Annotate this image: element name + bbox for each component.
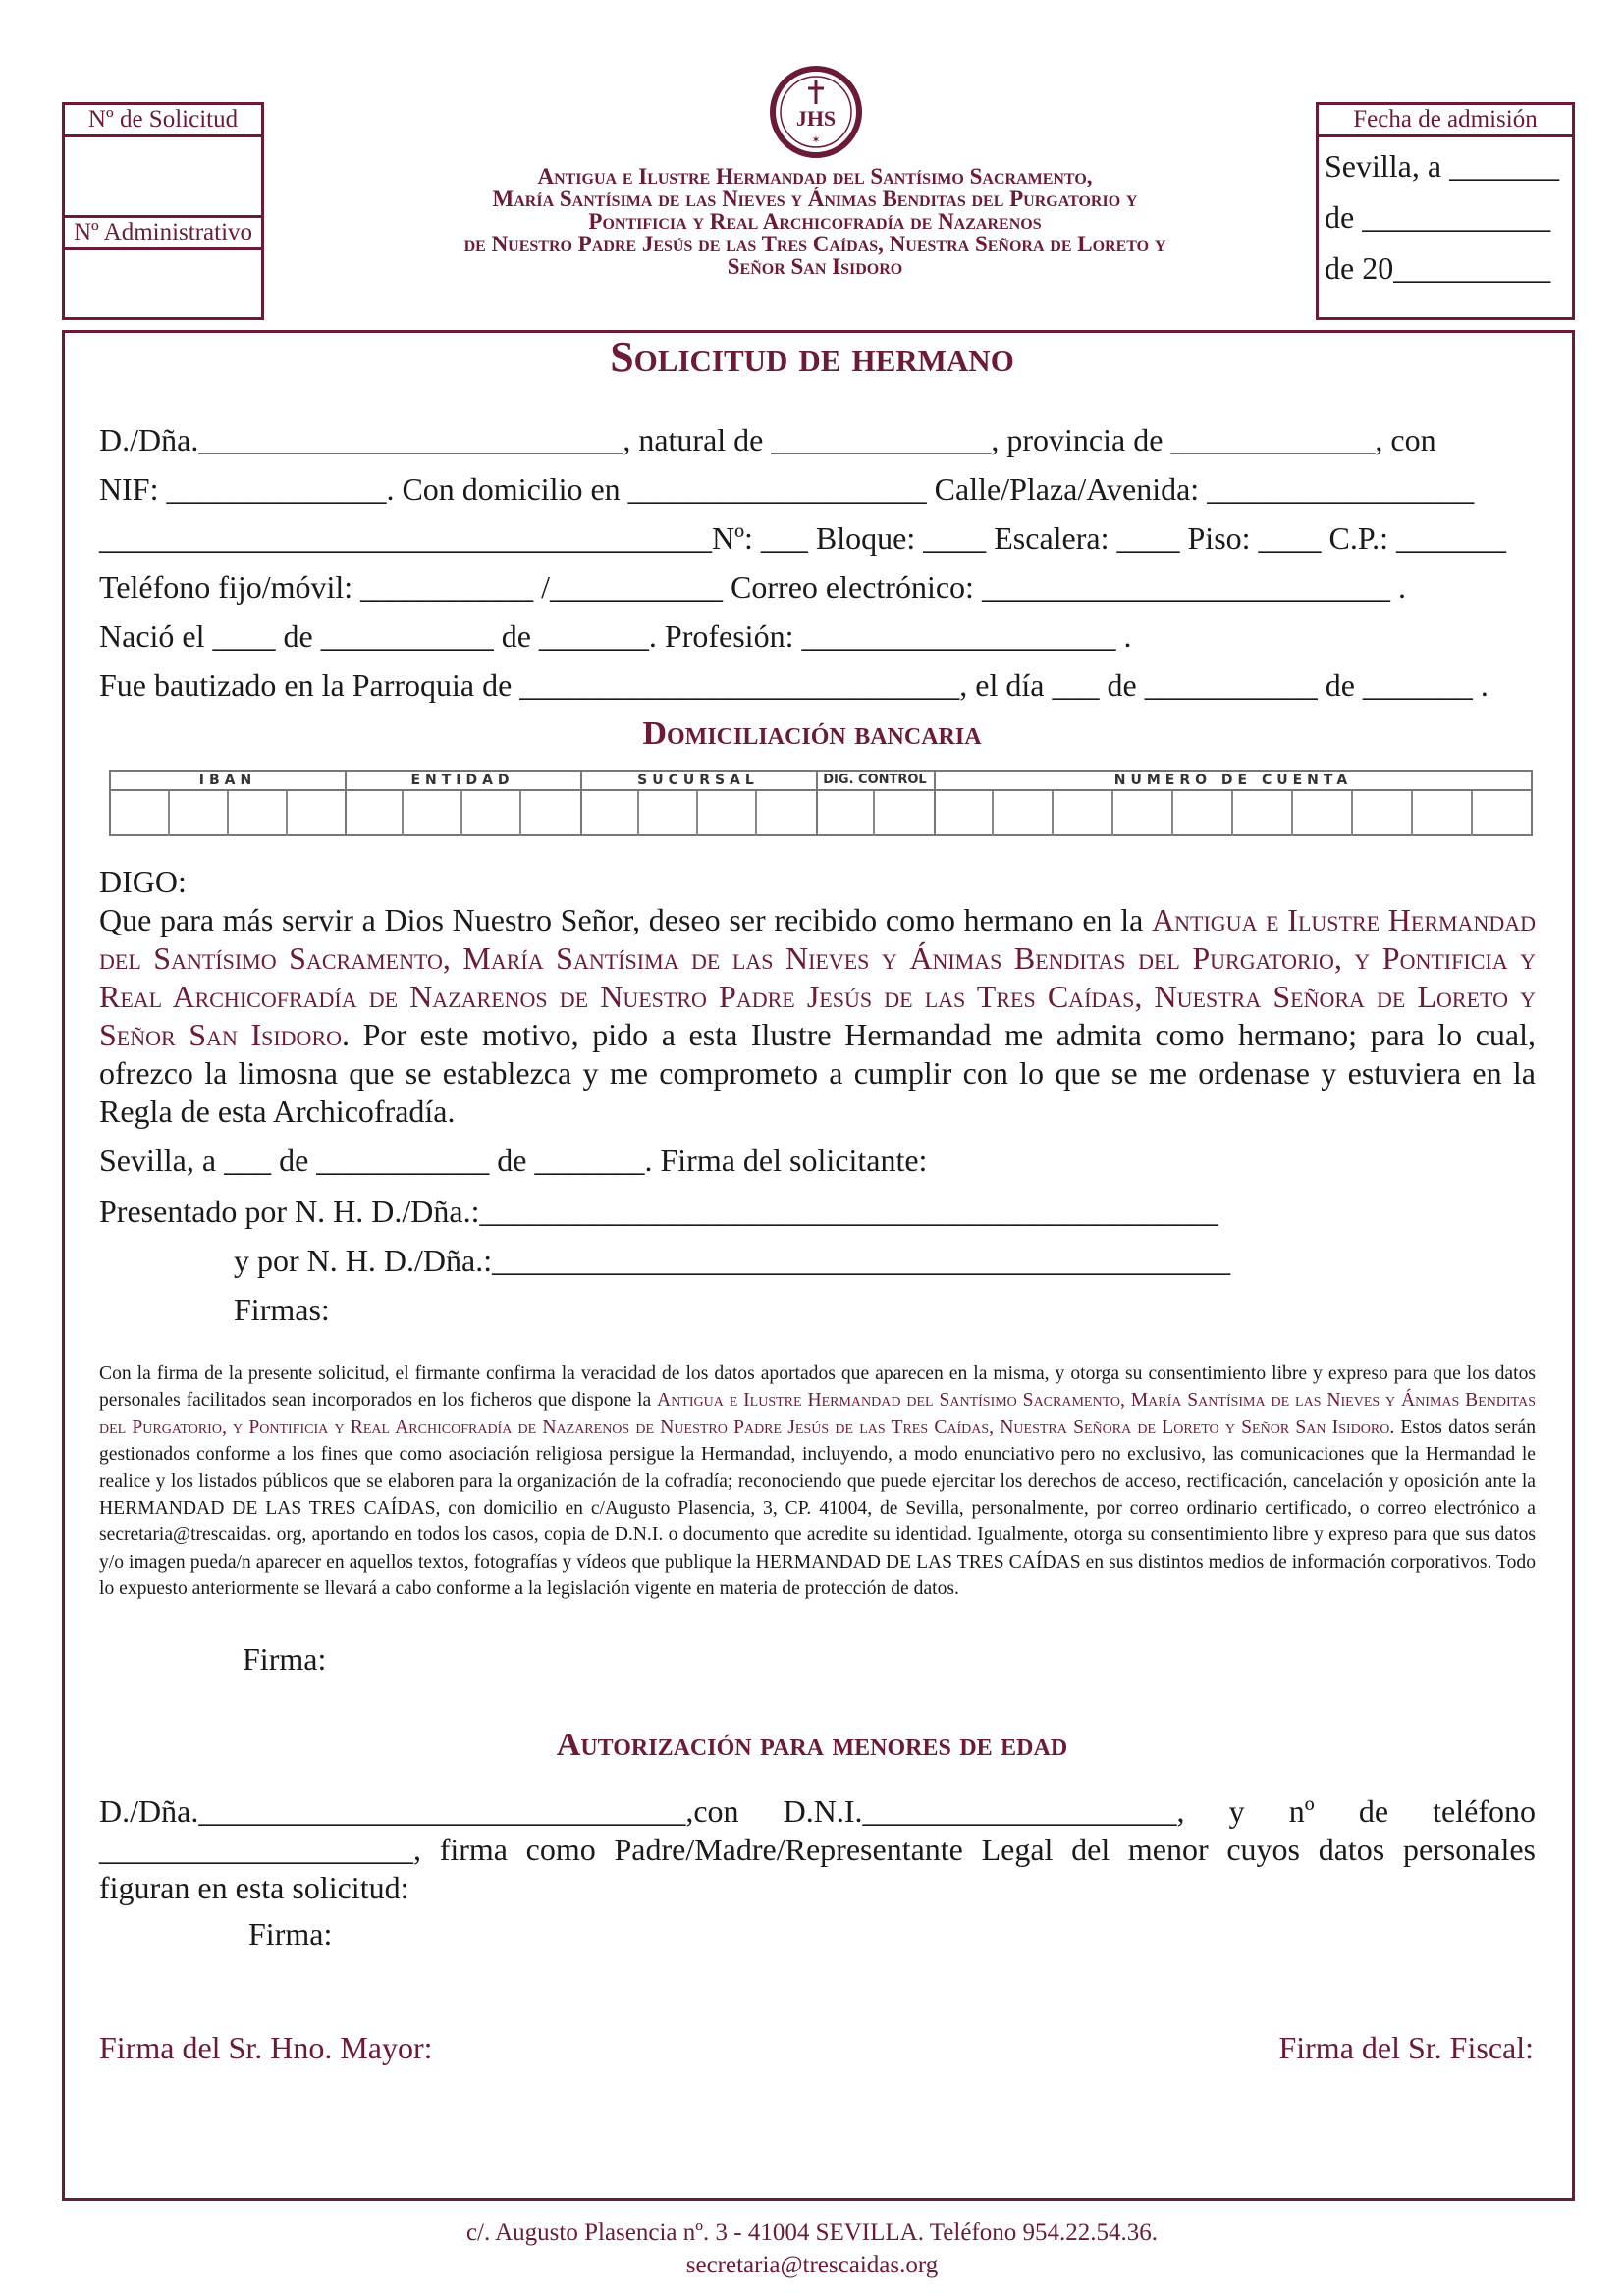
- brotherhood-seal-icon: [769, 65, 863, 159]
- fecha-line-sevilla[interactable]: Sevilla, a _______: [1325, 148, 1560, 184]
- form-line-nif[interactable]: NIF: ______________. Con domicilio en ___________________ Calle/Plaza/Avenida: _________________: [99, 471, 1475, 507]
- privacy-text-after: . Estos datos serán gestionados conforme a los fines que como asociación religiosa persigue la Hermandad, incluyendo, a modo enunciativo pero no exclusivo, las comunicaciones que la Hermandad le realice y los listados públicos que se elaboren para la organización de la cofradía; reconociendo que puede ejercitar los derechos de acceso, rectificación, cancelación y oposición ante la HERMANDAD DE LAS TRES CAÍDAS, con domicilio en c/Augusto Plasencia, 3, CP. 41004, de Sevilla, personalmente, por correo ordinario certificado, o correo electrónico a secretaria@trescaidas. org, aportando en todos los casos, copia de D.N.I. o documento que acredite su identidad. Igualmente, otorga su consentimiento libre y expreso para que sus datos y/o imagen pueda/n aparecer en aquellos textos, fotografías y vídeos que publique la HERMANDAD DE LAS TRES CAÍDAS en sus distintos medios de información corporativos. Todo lo expuesto anteriormente se llevará a cabo conforme a la legislación vigente en materia de protección de datos.: [99, 1416, 1536, 1600]
- bank-digit-cell[interactable]: [1293, 791, 1353, 836]
- bank-col-iban: IBAN: [198, 773, 257, 788]
- solicitud-box: [62, 102, 264, 320]
- form-line-address[interactable]: _______________________________________Nº: ___ Bloque: ____ Escalera: ____ Piso: ____ C.P.: _______: [99, 520, 1507, 556]
- bank-digit-cell[interactable]: [1353, 791, 1413, 836]
- bank-digit-cell[interactable]: [170, 791, 229, 836]
- bank-digit-cell[interactable]: [757, 791, 816, 836]
- privacy-paragraph: [99, 1361, 1536, 1603]
- form-line-name[interactable]: D./Dña.___________________________, natural de ______________, provincia de _____________, con: [99, 422, 1436, 457]
- svg-text:✶: ✶: [811, 133, 821, 146]
- bank-col-dc: DIG. CONTROL: [823, 773, 927, 787]
- presentado-por-line-2[interactable]: y por N. H. D./Dña.:_______________________________________________: [234, 1243, 1231, 1278]
- bank-col-cuenta: NUMERO DE CUENTA: [1113, 773, 1353, 788]
- header-line-4: de Nuestro Padre Jesús de las Tres Caídas, Nuestra Señora de Loreto y: [463, 232, 1166, 256]
- bank-col-entidad: ENTIDAD: [410, 773, 514, 788]
- bank-digit-cell[interactable]: [580, 791, 639, 836]
- bank-digit-cell[interactable]: [345, 791, 404, 836]
- digo-text-after: . Por este motivo, pido a esta Ilustre Hermandad me admita como hermano; para lo cual, ofrezco la limosna que se establezca y me comprometo a cumplir con lo que se me ordenase y estuviera en la Regla de esta Archicofradía.: [99, 1017, 1536, 1129]
- form-line-birth[interactable]: Nació el ____ de ___________ de _______. Profesión: ____________________ .: [99, 618, 1132, 654]
- bank-digit-cell[interactable]: [521, 791, 580, 836]
- bank-digit-cell[interactable]: [1473, 791, 1533, 836]
- fecha-line-year[interactable]: de 20__________: [1325, 250, 1551, 286]
- digo-label: DIGO:: [99, 864, 187, 899]
- footer-email[interactable]: secretaria@trescaidas.org: [685, 2252, 939, 2278]
- privacy-brotherhood-name: Antigua e Ilustre Hermandad del Santísimo Sacramento, María Santísima de las Nieves y Ánimas Benditas del Purgatorio, y Pontificia y Real Archicofradía de Nazarenos de Nuestro Padre Jesús de las Tres Caídas, Nuestra Señora de Loreto y Señor San Isidoro: [99, 1390, 1537, 1438]
- minors-firma-label: Firma:: [248, 1916, 333, 1951]
- bank-digit-cell[interactable]: [404, 791, 462, 836]
- bank-digit-cell[interactable]: [875, 791, 934, 836]
- bank-digit-cell[interactable]: [816, 791, 875, 836]
- firmas-label: Firmas:: [234, 1292, 330, 1327]
- digo-brotherhood-name: Antigua e Ilustre Hermandad del Santísimo Sacramento, María Santísima de las Nieves y Ánimas Benditas del Purgatorio, y Pontificia y Real Archicofradía de Nazarenos de Nuestro Padre Jesús de las Tres Caídas, Nuestra Señora de Loreto y Señor San Isidoro: [99, 902, 1536, 1052]
- minors-section-title: Autorización para menores de edad: [556, 1727, 1068, 1763]
- privacy-text-before: Con la firma de la presente solicitud, el firmante confirma la veracidad de los datos aportados que aparecen en la misma, y otorga su consentimiento libre y expreso para que los datos personales facilitados sean incorporados en los ficheros que dispone la: [99, 1363, 1536, 1412]
- form-title: Solicitud de hermano: [610, 333, 1014, 381]
- bank-digit-cell[interactable]: [1054, 791, 1113, 836]
- fecha-admision-box: [1316, 102, 1575, 320]
- hermano-mayor-signature-label: Firma del Sr. Hno. Mayor:: [99, 2030, 433, 2065]
- bank-digit-cell[interactable]: [639, 791, 698, 836]
- header-line-2: María Santísima de las Nieves y Ánimas Benditas del Purgatorio y: [492, 187, 1138, 211]
- bank-digit-cell[interactable]: [1173, 791, 1233, 836]
- fecha-line-de[interactable]: de ____________: [1325, 199, 1551, 235]
- form-line-baptism[interactable]: Fue bautizado en la Parroquia de ____________________________, el día ___ de ___________ de _______ .: [99, 667, 1489, 703]
- solicitante-date-line[interactable]: Sevilla, a ___ de ___________ de _______. Firma del solicitante:: [99, 1143, 928, 1178]
- svg-text:JHS: JHS: [795, 106, 837, 131]
- digo-paragraph: [99, 901, 1536, 1131]
- bank-digit-cell[interactable]: [1413, 791, 1473, 836]
- bank-digit-cell[interactable]: [1113, 791, 1173, 836]
- administrativo-number-label: Nº Administrativo: [65, 215, 261, 250]
- presentado-por-line-1[interactable]: Presentado por N. H. D./Dña.:_______________________________________________: [99, 1194, 1218, 1229]
- bank-digit-cell[interactable]: [1233, 791, 1293, 836]
- form-line-phone[interactable]: Teléfono fijo/móvil: ___________ /___________ Correo electrónico: __________________________ .: [99, 569, 1406, 605]
- header-line-3: Pontificia y Real Archicofradía de Nazarenos: [588, 209, 1042, 234]
- bank-col-sucursal: SUCURSAL: [637, 773, 759, 788]
- bank-section-title: Domiciliación bancaria: [642, 716, 982, 752]
- solicitud-number-label: Nº de Solicitud: [65, 105, 261, 137]
- privacy-firma-label: Firma:: [243, 1641, 327, 1677]
- bank-digit-cell[interactable]: [288, 791, 345, 836]
- fecha-admision-label: Fecha de admisión: [1319, 105, 1572, 137]
- bank-digit-cell[interactable]: [229, 791, 288, 836]
- bank-digit-cell[interactable]: [934, 791, 994, 836]
- bank-digit-cell[interactable]: [111, 791, 170, 836]
- bank-account-grid: [109, 770, 1533, 836]
- bank-digit-cell[interactable]: [698, 791, 757, 836]
- header-line-5: Señor San Isidoro: [727, 254, 903, 279]
- bank-digit-cell[interactable]: [462, 791, 521, 836]
- footer-address: c/. Augusto Plasencia nº. 3 - 41004 SEVILLA. Teléfono 954.22.54.36.: [465, 2219, 1159, 2246]
- bank-digit-cell[interactable]: [994, 791, 1054, 836]
- minors-paragraph[interactable]: D./Dña._______________________________,con D.N.I.____________________, y nº de teléfono ____________________, firma como Padre/Madre/Representante Legal del menor cuyos datos personales figuran en esta solicitud:: [99, 1793, 1536, 1905]
- brotherhood-name-header: [412, 165, 1218, 278]
- fiscal-signature-label: Firma del Sr. Fiscal:: [1278, 2030, 1534, 2065]
- digo-text-before: Que para más servir a Dios Nuestro Señor, deseo ser recibido como hermano en la: [99, 902, 1153, 937]
- header-line-1: Antigua e Ilustre Hermandad del Santísimo Sacramento,: [537, 164, 1093, 188]
